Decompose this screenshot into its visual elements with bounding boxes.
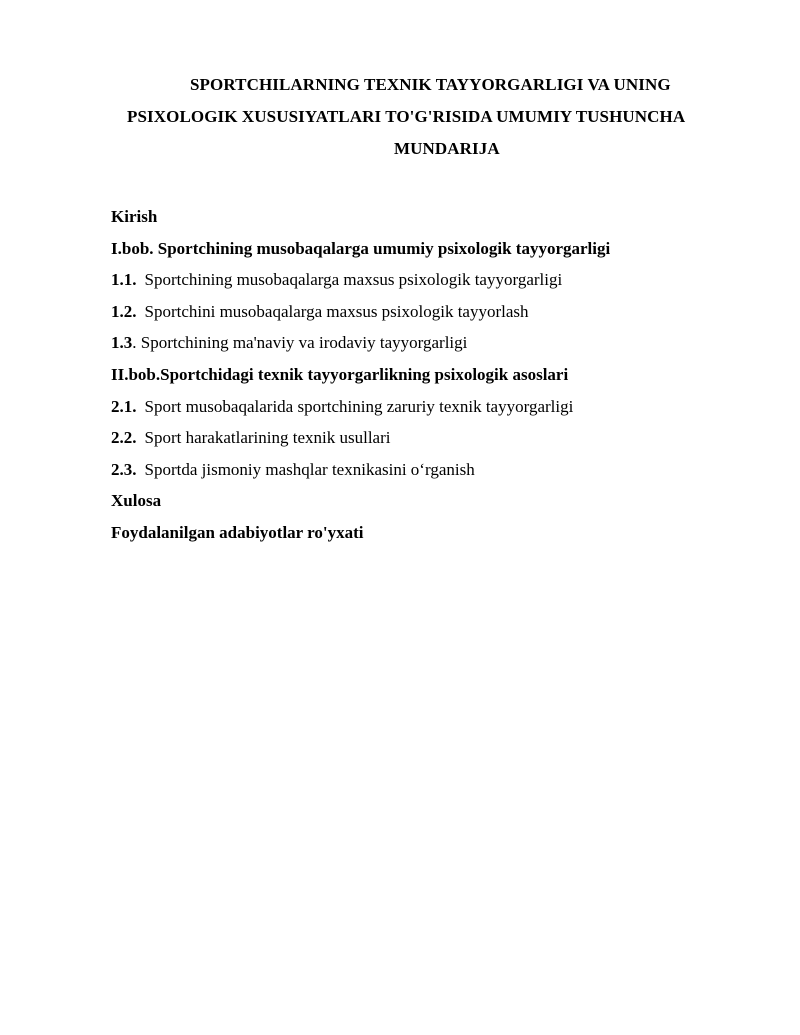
- toc-item-number: 1.1.: [111, 270, 137, 290]
- table-of-contents: [111, 201, 751, 549]
- toc-item-number: 2.3.: [111, 459, 137, 479]
- toc-item-number: 1.3: [111, 333, 133, 353]
- toc-item-text: Sportda jismoniy mashqlar texnikasini o‘rganish: [144, 459, 475, 479]
- toc-item-1-2: [111, 296, 751, 328]
- toc-chapter-1: I.bob. Sportchining musobaqalarga umumiy psixologik tayyorgarligi: [111, 238, 611, 258]
- toc-item-number: 2.1.: [111, 396, 137, 416]
- toc-item-1-3: [111, 327, 751, 359]
- toc-item-text: Sport musobaqalarida sportchining zaruriy texnik tayyorgarligi: [144, 396, 574, 416]
- document-title-line-1: SPORTCHILARNING TEXNIK TAYYORGARLIGI VA UNING: [190, 75, 671, 94]
- toc-item-text: . Sportchining ma'naviy va irodaviy tayyorgarligi: [132, 333, 468, 353]
- toc-item-2-1: [111, 391, 751, 423]
- toc-chapter-2: II.bob.Sportchidagi texnik tayyorgarlikning psixologik asoslari: [111, 364, 569, 384]
- toc-item-number: 2.2.: [111, 428, 137, 448]
- toc-item-2-2: [111, 422, 751, 454]
- toc-references: Foydalanilgan adabiyotlar ro'yxati: [111, 522, 364, 542]
- toc-item-text: Sport harakatlarining texnik usullari: [144, 428, 391, 448]
- document-title-line-2: PSIXOLOGIK XUSUSIYATLARI TO'G'RISIDA UMUMIY TUSHUNCHA: [127, 107, 686, 126]
- contents-heading: MUNDARIJA: [394, 139, 500, 158]
- toc-item-2-3: [111, 454, 751, 486]
- toc-item-text: Sportchini musobaqalarga maxsus psixologik tayyorlash: [144, 301, 529, 321]
- toc-item-text: Sportchining musobaqalarga maxsus psixologik tayyorgarligi: [144, 270, 563, 290]
- toc-intro: Kirish: [111, 207, 158, 226]
- toc-item-number: 1.2.: [111, 301, 137, 321]
- toc-item-1-1: [111, 264, 751, 296]
- toc-conclusion: Xulosa: [111, 491, 162, 511]
